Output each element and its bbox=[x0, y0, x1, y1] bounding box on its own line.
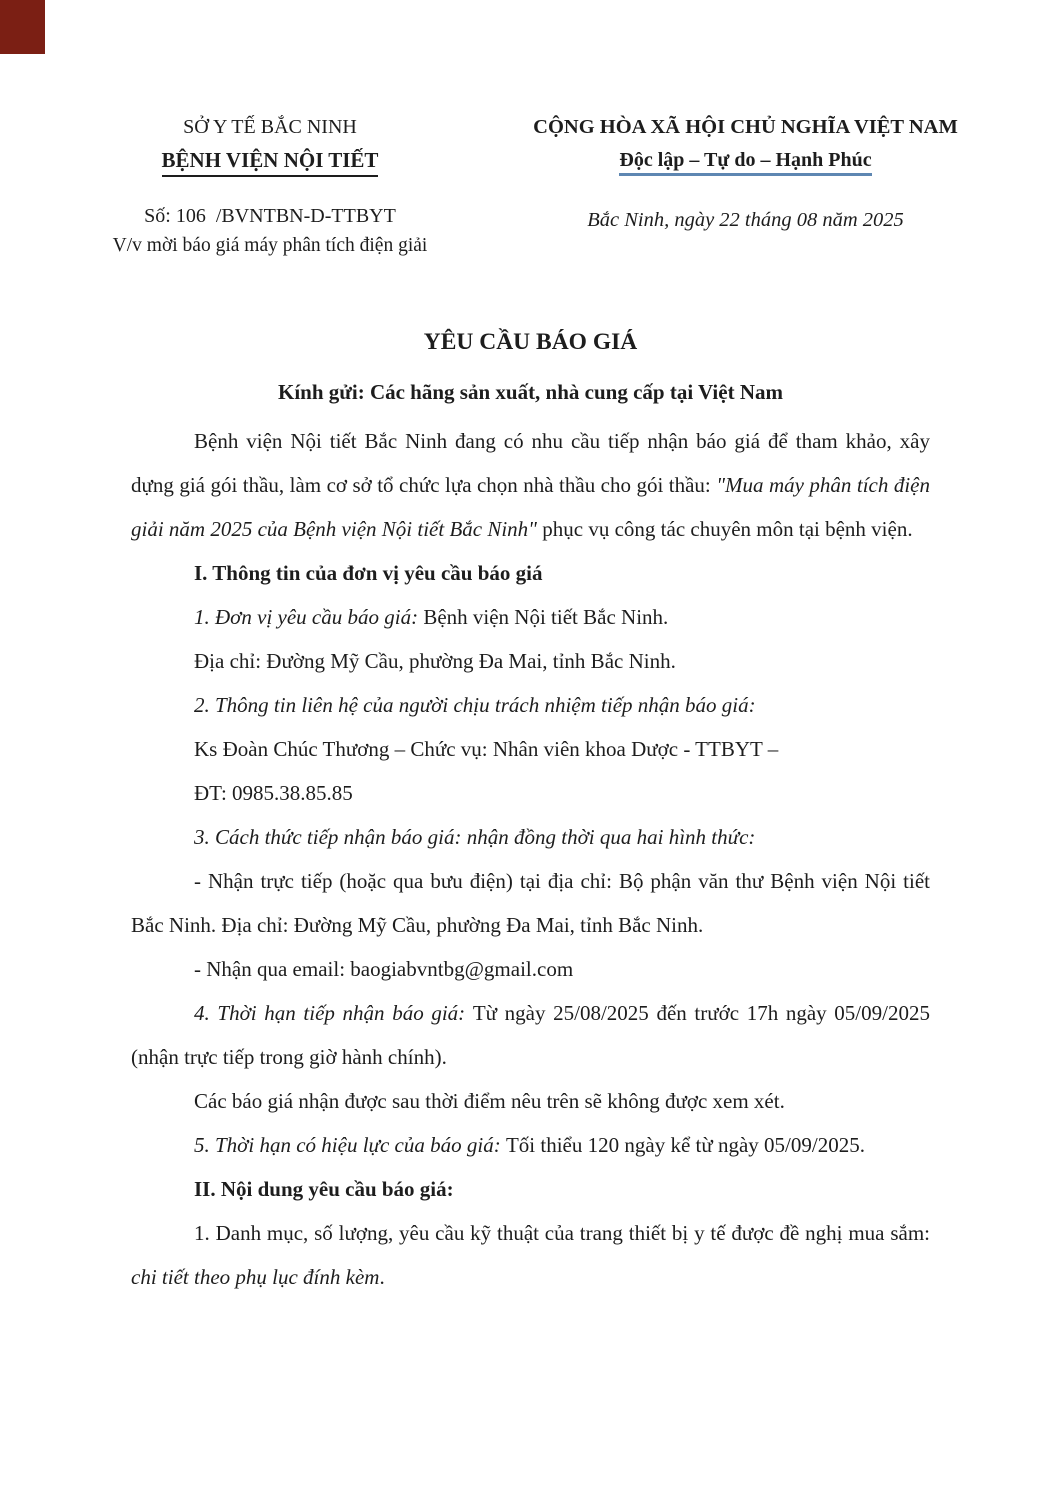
document-header bbox=[0, 112, 1061, 261]
contact-person-line: Ks Đoàn Chúc Thương – Chức vụ: Nhân viên khoa Dược - TTBYT – bbox=[194, 737, 779, 761]
intro-paragraph bbox=[131, 419, 930, 551]
place-dateline: Bắc Ninh, ngày 22 tháng 08 năm 2025 bbox=[587, 209, 904, 231]
section-2-heading: II. Nội dung yêu cầu báo giá: bbox=[194, 1177, 454, 1201]
document-number: Số: 106 /BVNTBN-D-TTBYT bbox=[144, 205, 396, 227]
item-1-requesting-unit bbox=[131, 595, 930, 639]
item-5-validity bbox=[131, 1123, 930, 1167]
item-4-deadline bbox=[131, 991, 930, 1079]
late-quote-note: Các báo giá nhận được sau thời điểm nêu trên sẽ không được xem xét. bbox=[194, 1089, 785, 1113]
item-2-contact-heading bbox=[131, 683, 930, 727]
package-name-quote: "Mua máy phân tích điện giải năm 2025 của Bệnh viện Nội tiết Bắc Ninh" bbox=[131, 473, 930, 541]
contact-phone-line: ĐT: 0985.38.85.85 bbox=[194, 781, 353, 805]
hospital-name-underlined: BỆNH VIỆN NỘI TIẾT bbox=[162, 148, 379, 177]
item-6-appendix-note: chi tiết theo phụ lục đính kèm bbox=[131, 1265, 380, 1289]
item-5-value: Tối thiểu 120 ngày kể từ ngày 05/09/2025. bbox=[505, 1133, 865, 1157]
section-1-heading: I. Thông tin của đơn vị yêu cầu báo giá bbox=[194, 561, 543, 585]
item-4-label: 4. Thời hạn tiếp nhận báo giá: bbox=[194, 1001, 473, 1025]
document-body bbox=[0, 409, 1061, 1299]
hospital-name bbox=[70, 143, 470, 177]
address-line: Địa chỉ: Đường Mỹ Cầu, phường Đa Mai, tỉnh Bắc Ninh. bbox=[194, 649, 676, 673]
national-motto bbox=[470, 143, 1021, 177]
intro-text-2: phục vụ công tác chuyên môn tại bệnh viện. bbox=[537, 517, 913, 541]
item-3-label: 3. Cách thức tiếp nhận báo giá: nhận đồng thời qua hai hình thức: bbox=[194, 825, 756, 849]
national-heading-block bbox=[470, 112, 1021, 261]
scan-corner-artifact bbox=[0, 0, 45, 54]
motto-underline: Độc lập – Tự do – Hạnh Phúc bbox=[619, 149, 871, 176]
item-4-value: Từ ngày 25/08/2025 đến trước 17h ngày 05/09/2025 (nhận trực tiếp trong giờ hành chính). bbox=[131, 1001, 930, 1069]
item-1-value: Bệnh viện Nội tiết Bắc Ninh. bbox=[423, 605, 669, 629]
method-email-line: - Nhận qua email: baogiabvntbg@gmail.com bbox=[194, 957, 574, 981]
item-5-label: 5. Thời hạn có hiệu lực của báo giá: bbox=[194, 1133, 506, 1157]
item-6-text: 1. Danh mục, số lượng, yêu cầu kỹ thuật của trang thiết bị y tế được đề nghị mua sắm: bbox=[194, 1221, 930, 1245]
intro-text-1: Bệnh viện Nội tiết Bắc Ninh đang có nhu cầu tiếp nhận báo giá để tham khảo, xây dựng giá gói thầu, làm cơ sở tổ chức lựa chọn nhà thầu cho gói thầu: bbox=[131, 429, 930, 497]
document-subject: V/v mời báo giá máy phân tích điện giải bbox=[112, 235, 428, 256]
recipient-line: Kính gửi: Các hãng sản xuất, nhà cung cấp tại Việt Nam bbox=[277, 380, 783, 404]
issuing-agency-block bbox=[70, 112, 470, 261]
document-title: YÊU CẦU BÁO GIÁ bbox=[423, 329, 638, 355]
method-direct-line: - Nhận trực tiếp (hoặc qua bưu điện) tại địa chỉ: Bộ phận văn thư Bệnh viện Nội tiết Bắc Ninh. Địa chỉ: Đường Mỹ Cầu, phường Đa Mai, tỉnh Bắc Ninh. bbox=[131, 869, 930, 937]
item-6-list-requirement bbox=[131, 1211, 930, 1299]
item-1-label: 1. Đơn vị yêu cầu báo giá: bbox=[194, 605, 424, 629]
agency-name: SỞ Y TẾ BẮC NINH bbox=[183, 116, 357, 138]
item-6-period: . bbox=[379, 1265, 385, 1289]
item-3-method-heading bbox=[131, 815, 930, 859]
national-title: CỘNG HÒA XÃ HỘI CHỦ NGHĨA VIỆT NAM bbox=[533, 116, 958, 138]
item-2-label: 2. Thông tin liên hệ của người chịu trách nhiệm tiếp nhận báo giá: bbox=[194, 693, 756, 717]
